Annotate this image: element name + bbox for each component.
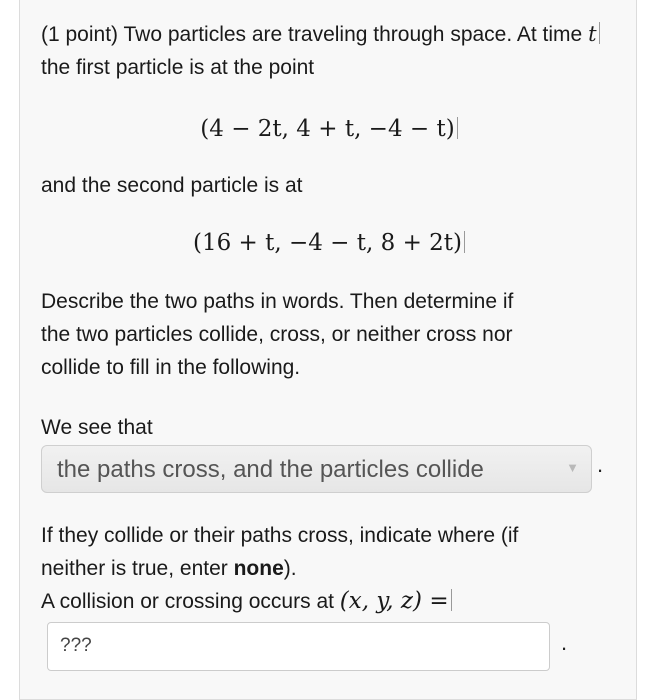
- location-label: A collision or crossing occurs at: [41, 590, 340, 613]
- intro-text-start: (1 point) Two particles are traveling through space. At time: [41, 23, 589, 46]
- instruction-text: ).: [283, 557, 297, 580]
- dropdown-period: .: [597, 452, 604, 477]
- result-dropdown[interactable]: [41, 445, 592, 493]
- instructions-line: Describe the two paths in words. Then determine if: [41, 290, 514, 313]
- problem-intro: [41, 18, 621, 84]
- none-keyword: none: [233, 557, 284, 580]
- first-particle-point: (4 − 2t, 4 + t, −4 − t): [200, 116, 455, 142]
- location-instruction-line: [41, 552, 621, 585]
- location-answer-input[interactable]: [47, 622, 550, 671]
- answer-period: .: [561, 630, 568, 655]
- location-instructions: [41, 519, 621, 618]
- time-variable: t: [588, 22, 597, 46]
- instructions-line: the two particles collide, cross, or neither cross nor: [41, 323, 513, 346]
- text-cursor: [599, 22, 600, 44]
- instruction-text: neither is true, enter: [41, 557, 234, 580]
- dropdown-chevron-icon: ▼: [566, 460, 579, 475]
- second-particle-point: (16 + t, −4 − t, 8 + 2t): [192, 230, 463, 256]
- second-particle-equation: [20, 226, 638, 260]
- text-cursor: [451, 589, 452, 611]
- location-instruction-line: If they collide or their paths cross, indicate where (if: [41, 524, 519, 547]
- instructions-line: collide to fill in the following.: [41, 356, 301, 379]
- text-cursor: [457, 117, 458, 139]
- location-math: (x, y, z) =: [339, 588, 449, 614]
- text-cursor: [464, 231, 465, 253]
- second-particle-intro: and the second particle is at: [41, 174, 303, 197]
- we-see-label: We see that: [41, 416, 153, 439]
- answer-input-value: ???: [60, 635, 92, 656]
- first-particle-equation: [20, 112, 638, 146]
- instructions-paragraph: [41, 285, 621, 384]
- intro-text-end: the first particle is at the point: [41, 56, 315, 79]
- location-label-line: [41, 585, 621, 618]
- problem-card: [19, 0, 637, 700]
- dropdown-selected-value: the paths cross, and the particles collide: [57, 456, 484, 483]
